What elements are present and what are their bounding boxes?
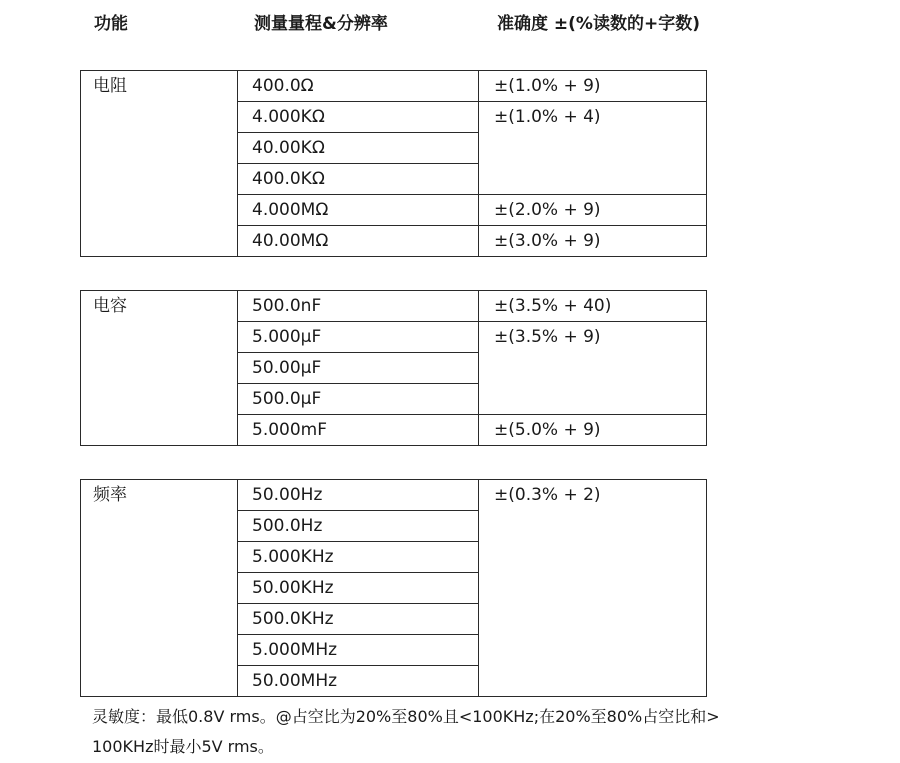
range-cell: 50.00μF bbox=[238, 353, 479, 384]
accuracy-cell: ±(1.0% + 9) bbox=[479, 71, 707, 102]
function-label-resistance: 电阻 bbox=[81, 71, 238, 257]
sensitivity-note-line2: 100KHz时最小5V rms。 bbox=[92, 737, 274, 756]
range-cell: 50.00Hz bbox=[238, 480, 479, 511]
range-cell: 40.00MΩ bbox=[238, 226, 479, 257]
header-accuracy: 准确度 ±(%读数的+字数) bbox=[497, 14, 700, 34]
range-cell: 5.000mF bbox=[238, 415, 479, 446]
table-row bbox=[81, 291, 707, 322]
range-cell: 5.000KHz bbox=[238, 542, 479, 573]
range-cell: 400.0KΩ bbox=[238, 164, 479, 195]
capacitance-table bbox=[80, 290, 707, 446]
range-cell: 4.000MΩ bbox=[238, 195, 479, 226]
range-cell: 50.00KHz bbox=[238, 573, 479, 604]
range-cell: 500.0KHz bbox=[238, 604, 479, 635]
frequency-table bbox=[80, 479, 707, 697]
table-row bbox=[81, 480, 707, 511]
sensitivity-note-line1: 灵敏度：最低0.8V rms。@占空比为20%至80%且<100KHz;在20%至80%占空比和> bbox=[92, 707, 720, 726]
accuracy-cell: ±(1.0% + 4) bbox=[479, 102, 707, 195]
range-cell: 400.0Ω bbox=[238, 71, 479, 102]
range-cell: 500.0Hz bbox=[238, 511, 479, 542]
function-label-capacitance: 电容 bbox=[81, 291, 238, 446]
range-cell: 5.000MHz bbox=[238, 635, 479, 666]
range-cell: 4.000KΩ bbox=[238, 102, 479, 133]
header-range-resolution: 测量量程&分辨率 bbox=[254, 14, 388, 34]
function-label-frequency: 频率 bbox=[81, 480, 238, 697]
range-cell: 500.0nF bbox=[238, 291, 479, 322]
resistance-table bbox=[80, 70, 707, 257]
accuracy-cell: ±(5.0% + 9) bbox=[479, 415, 707, 446]
header-function: 功能 bbox=[94, 14, 128, 34]
table-row bbox=[81, 71, 707, 102]
range-cell: 5.000μF bbox=[238, 322, 479, 353]
accuracy-cell: ±(2.0% + 9) bbox=[479, 195, 707, 226]
range-cell: 40.00KΩ bbox=[238, 133, 479, 164]
accuracy-cell: ±(3.5% + 40) bbox=[479, 291, 707, 322]
range-cell: 50.00MHz bbox=[238, 666, 479, 697]
accuracy-cell: ±(3.5% + 9) bbox=[479, 322, 707, 415]
range-cell: 500.0μF bbox=[238, 384, 479, 415]
accuracy-cell: ±(3.0% + 9) bbox=[479, 226, 707, 257]
accuracy-cell: ±(0.3% + 2) bbox=[479, 480, 707, 697]
